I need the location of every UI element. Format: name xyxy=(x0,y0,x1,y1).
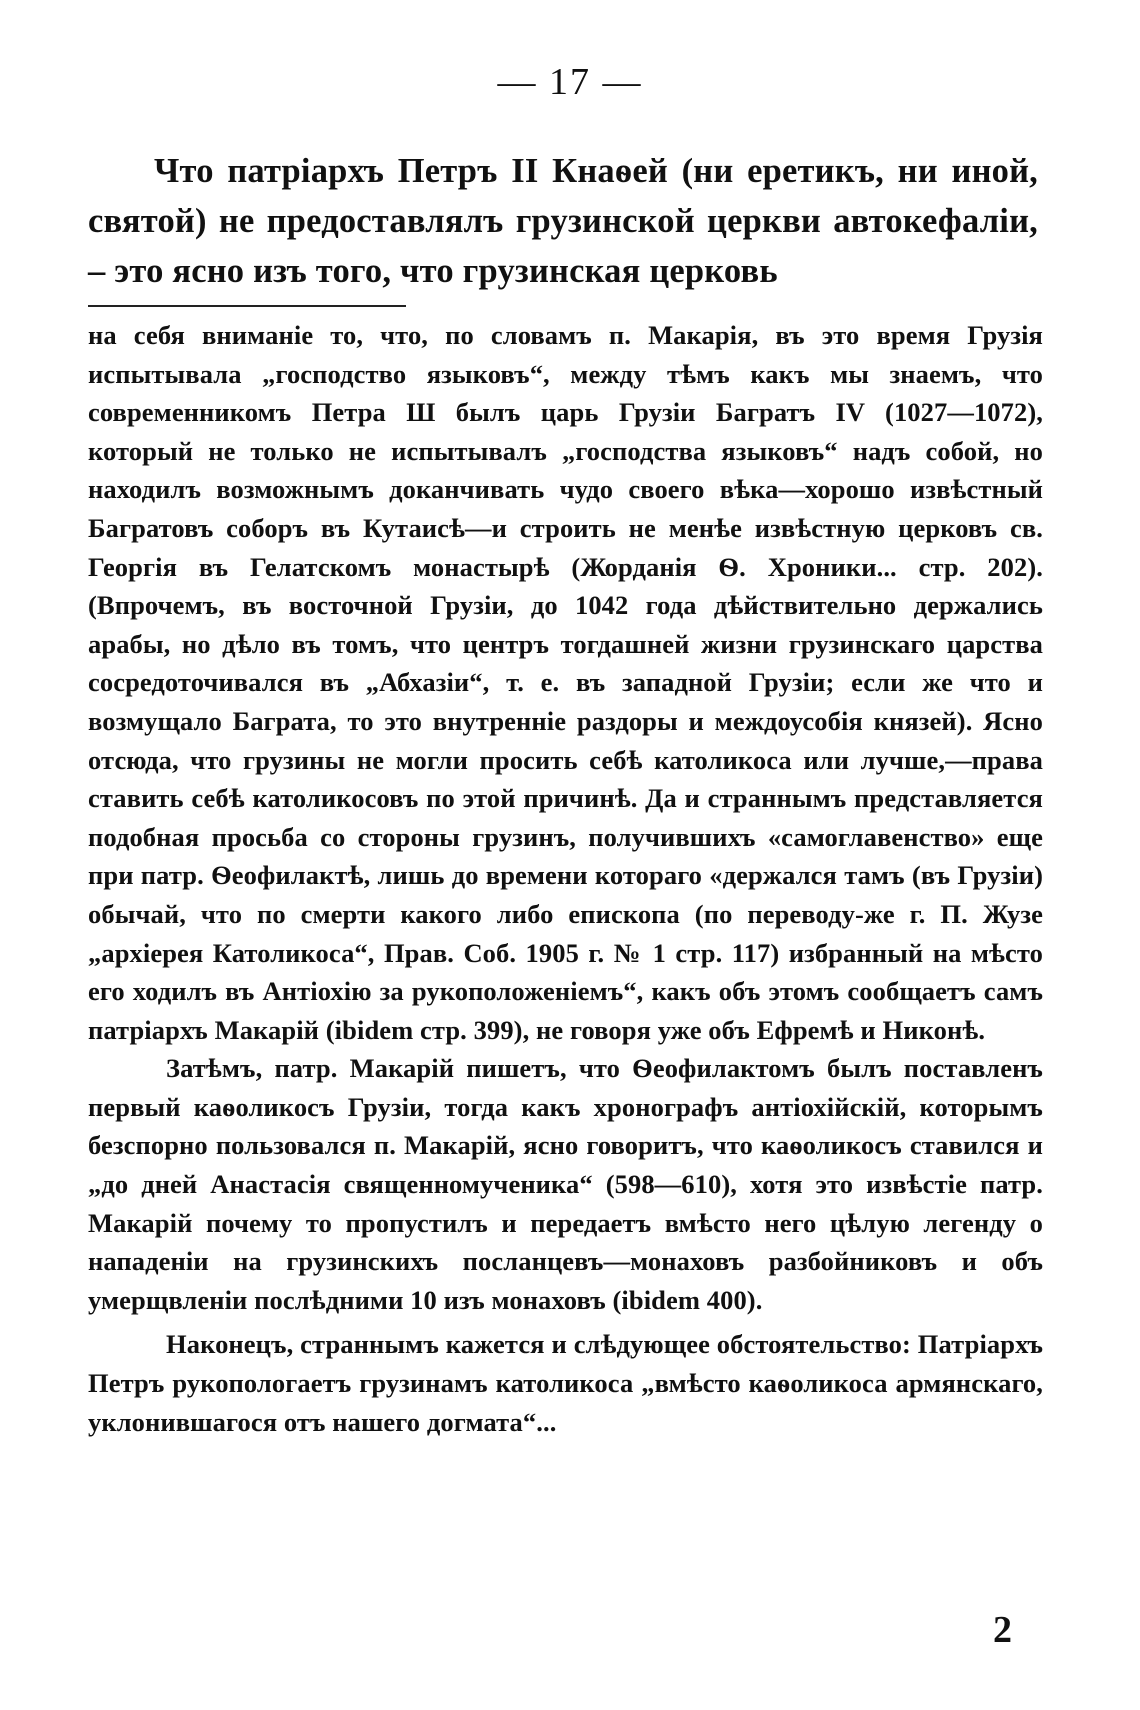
footnote-paragraph: Наконецъ, страннымъ кажется и слѣдующее обстоятельство: Патріархъ Петръ рукопологаетъ грузинамъ католикоса „вмѣсто каѳоликоса армянскаго, уклонившагося отъ нашего догмата“... xyxy=(88,1329,1043,1437)
main-paragraph: Что патріархъ Петръ II Кнаѳей (ни еретикъ, ни иной, святой) не предоставлялъ грузинской церкви автокефаліи, – это ясно изъ того, что грузинская церковь xyxy=(88,152,1038,290)
signature-mark: 2 xyxy=(993,1609,1012,1651)
page-number: — 17 — xyxy=(497,61,643,103)
footnote-block xyxy=(88,316,1043,1441)
footnote-paragraph: на себя вниманіе то, что, по словамъ п. Макарія, въ это время Грузія испытывала „господство языковъ“, между тѣмъ какъ мы знаемъ, что современникомъ Петра Ш былъ царь Грузіи Багратъ IV (1027—1072), который не только не испытывалъ „господства языковъ“ надъ собой, но находилъ возможнымъ доканчивать чудо своего вѣка—хорошо извѣстный Багратовъ соборъ въ Кутаисѣ—и строить не менѣе извѣстную церковъ св. Георгія въ Гелатскомъ монастырѣ (Жорданія Ѳ. Хроники... стр. 202). (Впрочемъ, въ восточной Грузіи, до 1042 года дѣйствительно держались арабы, но дѣло въ томъ, что центръ тогдашней жизни грузинскаго царства сосредоточивался въ „Абхазіи“, т. е. въ западной Грузіи; если же что и возмущало Баграта, то это внутренніе раздоры и междоусобія князей). Ясно отсюда, что грузины не могли просить себѣ католикоса или лучше,—права ставить себѣ католикосовъ по этой причинѣ. Да и страннымъ представляется подобная просьба со стороны грузинъ, получившихъ «самоглавенство» еще при патр. Ѳеофилактѣ, лишь до времени котораго «держался тамъ (въ Грузіи) обычай, что по смерти какого либо епископа (по переводу-же г. П. Жузе „архіерея Католикоса“, Прав. Соб. 1905 г. № 1 стр. 117) избранный на мѣсто его ходилъ въ Антіохію за рукоположеніемъ“, какъ объ этомъ сообщаетъ самъ патріархъ Макарій (ibidem стр. 399), не говоря уже объ Ефремѣ и Никонѣ. xyxy=(88,320,1043,1045)
footnote-divider xyxy=(88,305,406,307)
footnote-paragraph: Затѣмъ, патр. Макарій пишетъ, что Ѳеофилактомъ былъ поставленъ первый каѳоликосъ Грузіи, тогда какъ хронографъ антіохійскій, которымъ безспорно пользовался п. Макарій, ясно говоритъ, что каѳоликосъ ставился и „до дней Анастасія священномученика“ (598—610), хотя это извѣстіе патр. Макарій почему то пропустилъ и передаетъ вмѣсто него цѣлую легенду о нападеніи на грузинскихъ посланцевъ—монаховъ разбойниковъ и объ умерщвленіи послѣдними 10 изъ монаховъ (ibidem 400). xyxy=(88,1053,1043,1315)
